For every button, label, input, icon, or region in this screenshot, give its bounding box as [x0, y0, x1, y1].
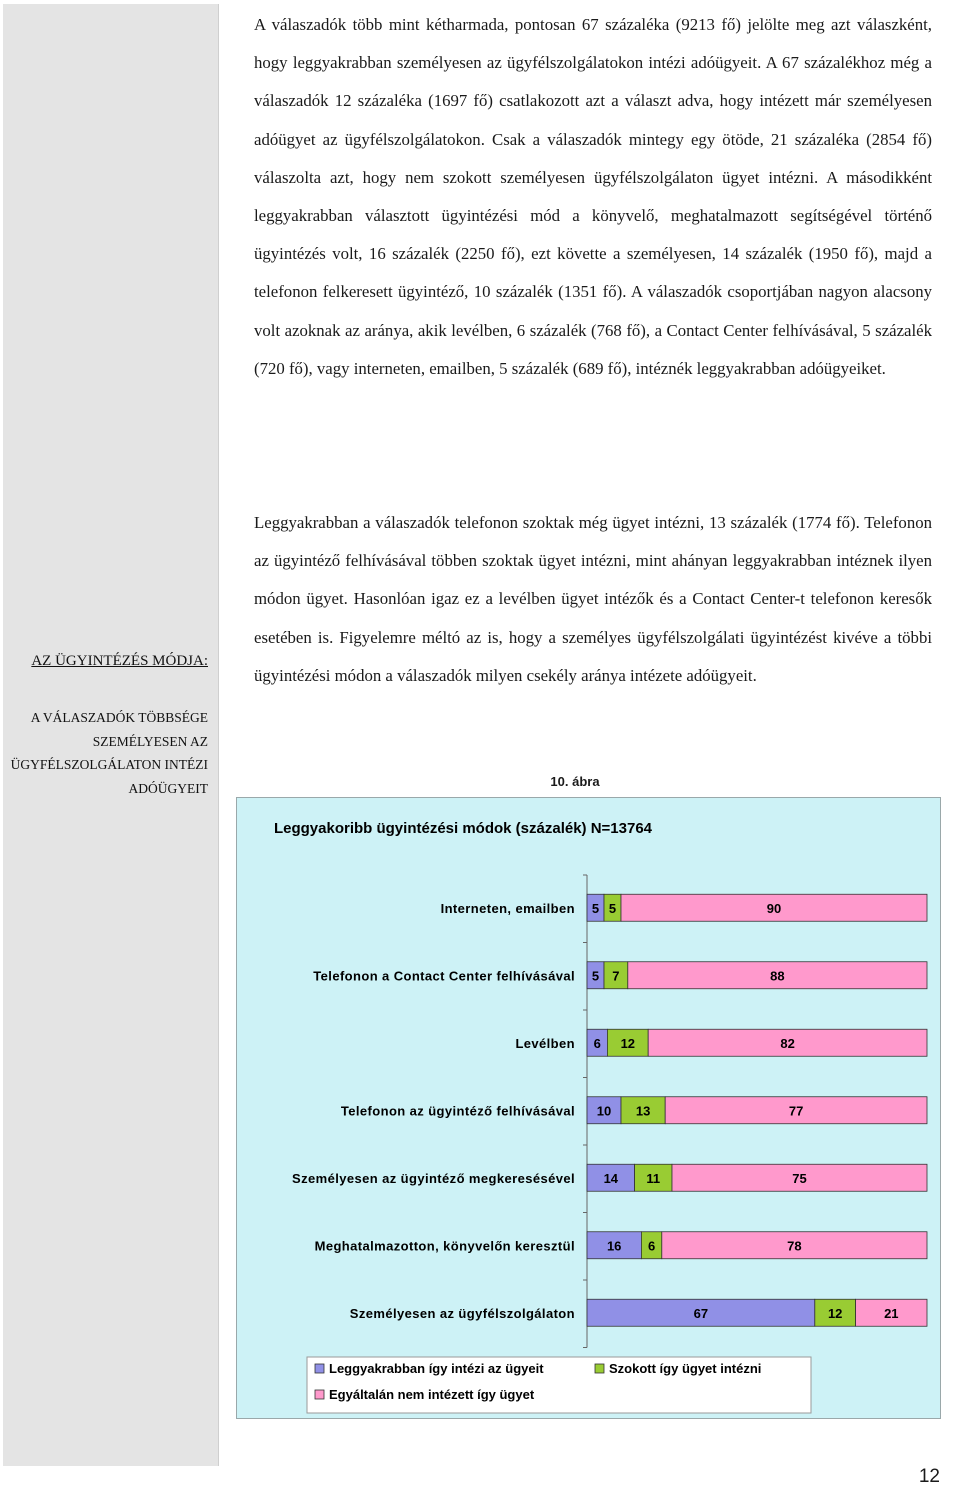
- legend-entry: Egyáltalán nem intézett így ügyet: [329, 1387, 535, 1402]
- legend-swatch: [315, 1390, 324, 1399]
- category-label: Személyesen az ügyfélszolgálaton: [349, 1305, 575, 1321]
- bar-value-label: 10: [596, 1103, 612, 1119]
- category-label: Interneten, emailben: [440, 900, 575, 916]
- category-label: Telefonon az ügyintéző felhívásával: [340, 1103, 575, 1119]
- bar-value-label: 6: [593, 1035, 601, 1051]
- page-number: 12: [918, 1466, 940, 1487]
- bar-value-label: 16: [606, 1238, 622, 1254]
- bar-value-label: 5: [591, 900, 600, 916]
- legend-swatch: [595, 1364, 604, 1373]
- bar-value-label: 12: [620, 1035, 636, 1051]
- bar-value-label: 77: [788, 1103, 804, 1119]
- bar-value-label: 82: [780, 1035, 795, 1051]
- bar-value-label: 90: [766, 900, 782, 916]
- body-paragraph-2: Leggyakrabban a válaszadók telefonon szoktak még ügyet intézni, 13 százalék (1774 fő). Telefonon az ügyintéző felhívásával többen szoktak ügyet intézni, mint ahányan leggyakrabban intéznek ilyen módon ügyet. Hasonlóan igaz ez a levélben ügyet intézők és a Contact Center-t telefonon keresők esetében is. Figyelemre méltó az is, hogy a személyes ügyfélszolgálati ügyintézést kivéve a többi ügyintézési módon a válaszadók milyen csekély aránya intézete adóügyeit.: [254, 513, 932, 685]
- stacked-bar-chart: [237, 798, 942, 1420]
- legend-entry: Szokott így ügyet intézni: [609, 1361, 762, 1376]
- legend-entry: Leggyakrabban így intézi az ügyeit: [329, 1361, 544, 1376]
- category-label: Telefonon a Contact Center felhívásával: [313, 968, 575, 984]
- bar-value-label: 21: [884, 1305, 899, 1321]
- bar-value-label: 6: [647, 1238, 656, 1254]
- sidebar-divider: [218, 4, 219, 1466]
- sidebar-title: AZ ÜGYINTÉZÉS MÓDJA:: [31, 653, 208, 669]
- bar-value-label: 13: [635, 1103, 651, 1119]
- chart-container: [236, 797, 941, 1419]
- legend-swatch: [315, 1364, 324, 1373]
- bar-value-label: 11: [646, 1170, 661, 1186]
- category-label: Személyesen az ügyintéző megkeresésével: [292, 1170, 575, 1186]
- bar-value-label: 12: [827, 1305, 843, 1321]
- category-label: Meghatalmazotton, könyvelőn keresztül: [314, 1238, 575, 1254]
- bar-value-label: 75: [792, 1170, 807, 1186]
- sidebar-subtitle: A VÁLASZADÓK TÖBBSÉGE SZEMÉLYESEN AZ ÜGYFÉLSZOLGÁLATON INTÉZI ADÓÜGYEIT: [10, 710, 208, 796]
- bar-value-label: 67: [693, 1305, 709, 1321]
- chart-title: Leggyakoribb ügyintézési módok (százalék) N=13764: [273, 820, 653, 837]
- bar-value-label: 7: [612, 968, 620, 984]
- bar-value-label: 5: [591, 968, 600, 984]
- figure-label: 10. ábra: [550, 774, 600, 789]
- bar-value-label: 88: [770, 968, 785, 984]
- bar-value-label: 78: [787, 1238, 802, 1254]
- body-paragraph-1: A válaszadók több mint kétharmada, pontosan 67 százaléka (9213 fő) jelölte meg azt válaszként, hogy leggyakrabban személyesen az ügyfélszolgálatokon intézi adóügyeit. A 67 százalékhoz még a válaszadók 12 százaléka (1697 fő) csatlakozott azt a választ adva, hogy intézett már személyesen adóügyet az ügyfélszolgálatokon. Csak a válaszadók mintegy egy ötöde, 21 százaléka (2854 fő) válaszolta azt, hogy nem szokott személyesen ügyfélszolgálaton ügyet intézni. A másodikként leggyakrabban választott ügyintézési mód a könyvelő, meghatalmazott segítségével történő ügyintézés volt, 16 százalék (2250 fő), ezt követte a személyesen, 14 százalék (1950 fő), majd a telefonon felkeresett ügyintéző, 10 százalék (1351 fő). A válaszadók csoportjában nagyon alacsony volt azoknak az aránya, akik levélben, 6 százalék (768 fő), a Contact Center felhívásával, 5 százalék (720 fő), vagy interneten, emailben, 5 százalék (689 fő), intéznék leggyakrabban adóügyeiket.: [254, 15, 932, 378]
- bar-value-label: 14: [603, 1170, 619, 1186]
- category-label: Levélben: [515, 1035, 575, 1051]
- bar-value-label: 5: [608, 900, 617, 916]
